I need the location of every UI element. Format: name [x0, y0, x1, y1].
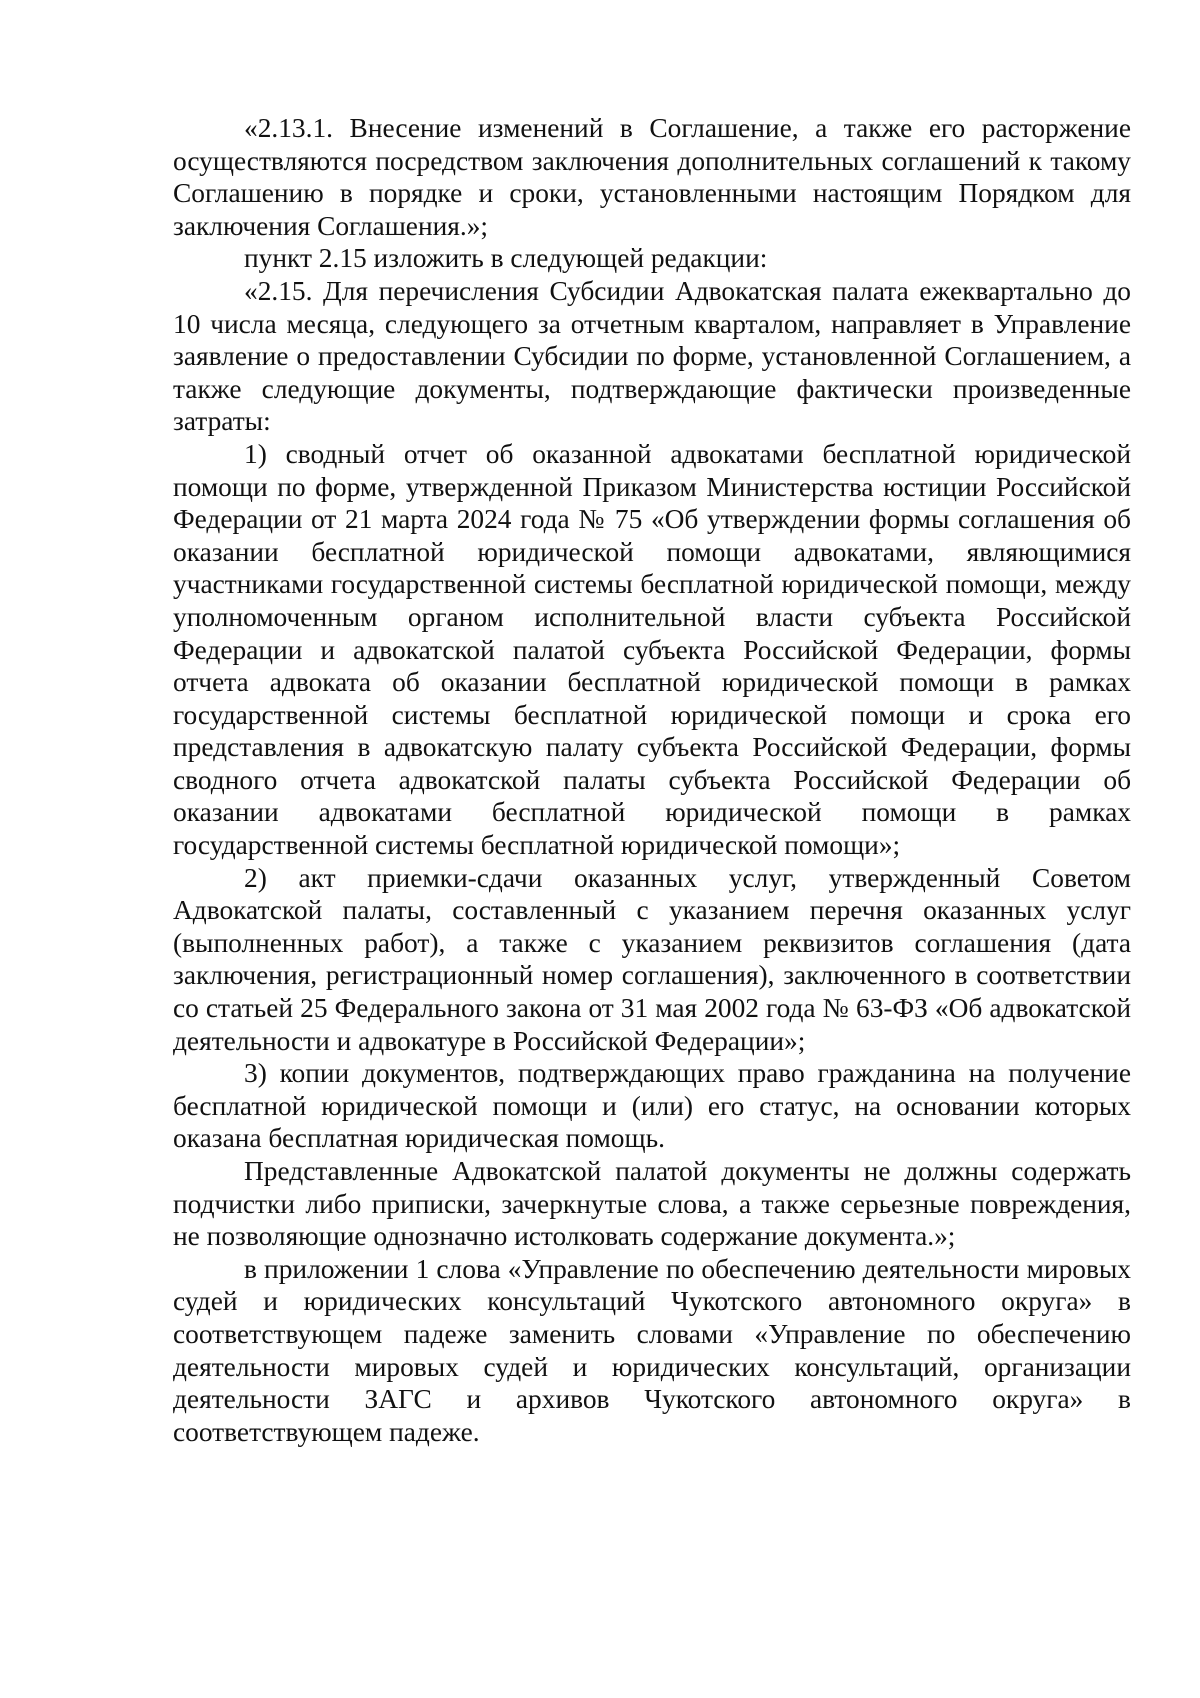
paragraph-appendix-1: в приложении 1 слова «Управление по обеспечению деятельности мировых судей и юридических консультаций Чукотского автономного округа» в соответствующем падеже заменить словами «Управление по обеспечению деятельности мировых судей и юридических консультаций, организации деятельности ЗАГС и архивов Чукотского автономного округа» в соответствующем падеже.	[173, 1253, 1131, 1447]
list-item-3: 3) копии документов, подтверждающих право гражданина на получение бесплатной юридической помощи и (или) его статус, на основании которых оказана бесплатная юридическая помощь.	[173, 1058, 1131, 1154]
paragraph-instruction-2-15: пункт 2.15 изложить в следующей редакции:	[244, 243, 768, 274]
document-page	[173, 112, 1131, 1448]
list-item-2: 2) акт приемки-сдачи оказанных услуг, утвержденный Советом Адвокатской палаты, составленный с указанием перечня оказанных услуг (выполненных работ), а также с указанием реквизитов соглашения (дата заключения, регистрационный номер соглашения), заключенного в соответствии со статьей 25 Федерального закона от 31 мая 2002 года № 63-ФЗ «Об адвокатской деятельности и адвокатуре в Российской Федерации»;	[173, 862, 1131, 1056]
paragraph-2-13-1: «2.13.1. Внесение изменений в Соглашение, а также его расторжение осуществляются посредством заключения дополнительных соглашений к такому Соглашению в порядке и сроки, установленными настоящим Порядком для заключения Соглашения.»;	[173, 113, 1131, 241]
paragraph-2-15: «2.15. Для перечисления Субсидии Адвокатская палата ежеквартально до 10 числа месяца, следующего за отчетным кварталом, направляет в Управление заявление о предоставлении Субсидии по форме, установленной Соглашением, а также следующие документы, подтверждающие фактически произведенные затраты:	[173, 275, 1131, 437]
list-item-1: 1) сводный отчет об оказанной адвокатами бесплатной юридической помощи по форме, утвержденной Приказом Министерства юстиции Российской Федерации от 21 марта 2024 года № 75 «Об утверждении формы соглашения об оказании бесплатной юридической помощи адвокатами, являющимися участниками государственной системы бесплатной юридической помощи, между уполномоченным органом исполнительной власти субъекта Российской Федерации и адвокатской палатой субъекта Российской Федерации, формы отчета адвоката об оказании бесплатной юридической помощи в рамках государственной системы бесплатной юридической помощи и срока его представления в адвокатскую палату субъекта Российской Федерации, формы сводного отчета адвокатской палаты субъекта Российской Федерации об оказании адвокатами бесплатной юридической помощи в рамках государственной системы бесплатной юридической помощи»;	[173, 438, 1131, 861]
paragraph-documents-requirements: Представленные Адвокатской палатой документы не должны содержать подчистки либо приписки, зачеркнутые слова, а также серьезные повреждения, не позволяющие однозначно истолковать содержание документа.»;	[173, 1156, 1131, 1252]
